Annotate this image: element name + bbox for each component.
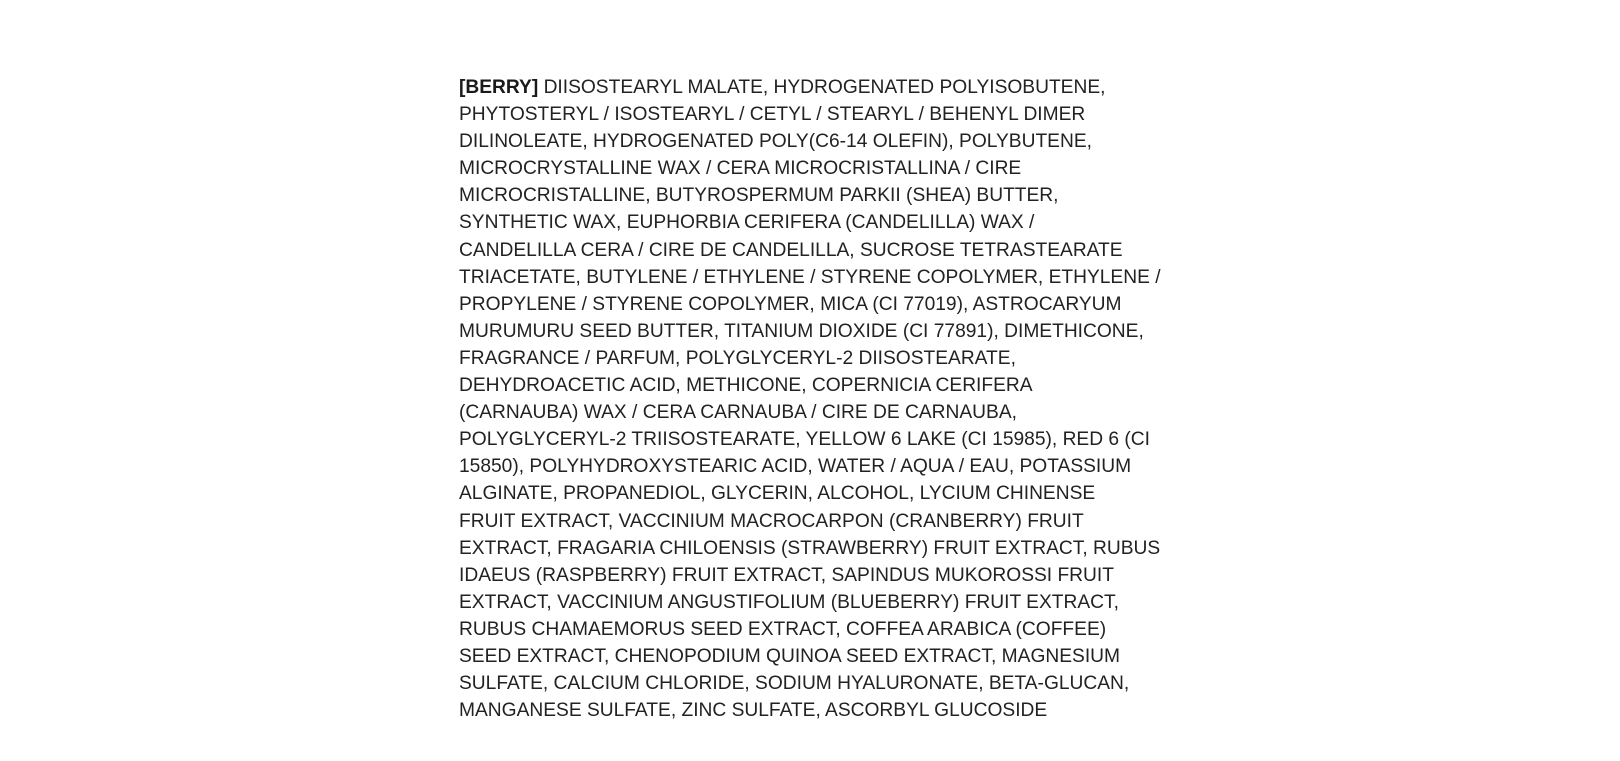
ingredients-line: MICROCRYSTALLINE WAX / CERA MICROCRISTALLINA / CIRE	[459, 158, 1022, 180]
ingredients-line: SEED EXTRACT, CHENOPODIUM QUINOA SEED EXTRACT, MAGNESIUM	[459, 645, 1120, 667]
ingredients-line: MANGANESE SULFATE, ZINC SULFATE, ASCORBYL GLUCOSIDE	[459, 700, 1048, 722]
ingredients-line: MICROCRISTALLINE, BUTYROSPERMUM PARKII (SHEA) BUTTER,	[459, 185, 1059, 207]
ingredients-line: SULFATE, CALCIUM CHLORIDE, SODIUM HYALURONATE, BETA-GLUCAN,	[459, 673, 1130, 695]
ingredients-line: RUBUS CHAMAEMORUS SEED EXTRACT, COFFEA ARABICA (COFFEE)	[459, 618, 1107, 640]
ingredients-list	[459, 74, 1161, 724]
ingredients-line: (CARNAUBA) WAX / CERA CARNAUBA / CIRE DE CARNAUBA,	[459, 402, 1017, 424]
ingredients-line: DEHYDROACETIC ACID, METHICONE, COPERNICIA CERIFERA	[459, 375, 1033, 397]
ingredients-line: TRIACETATE, BUTYLENE / ETHYLENE / STYRENE COPOLYMER, ETHYLENE /	[459, 266, 1161, 288]
ingredients-line: POLYGLYCERYL-2 TRIISOSTEARATE, YELLOW 6 LAKE (CI 15985), RED 6 (CI	[459, 429, 1150, 451]
ingredients-first-line-text: DIISOSTEARYL MALATE, HYDROGENATED POLYISOBUTENE,	[538, 77, 1106, 98]
ingredients-line-1	[459, 74, 1139, 101]
ingredients-line: FRAGRANCE / PARFUM, POLYGLYCERYL-2 DIISOSTEARATE,	[459, 347, 1016, 369]
ingredients-line: MURUMURU SEED BUTTER, TITANIUM DIOXIDE (CI 77891), DIMETHICONE,	[459, 320, 1144, 342]
ingredients-line: FRUIT EXTRACT, VACCINIUM MACROCARPON (CRANBERRY) FRUIT	[459, 510, 1084, 532]
shade-label: [BERRY]	[459, 77, 539, 98]
ingredients-line: IDAEUS (RASPBERRY) FRUIT EXTRACT, SAPINDUS MUKOROSSI FRUIT	[459, 564, 1114, 586]
ingredients-line: PHYTOSTERYL / ISOSTEARYL / CETYL / STEARYL / BEHENYL DIMER	[459, 104, 1086, 126]
ingredients-line: DILINOLEATE, HYDROGENATED POLY(C6-14 OLEFIN), POLYBUTENE,	[459, 131, 1092, 153]
ingredients-line: SYNTHETIC WAX, EUPHORBIA CERIFERA (CANDELILLA) WAX /	[459, 212, 1035, 234]
ingredients-line: EXTRACT, FRAGARIA CHILOENSIS (STRAWBERRY) FRUIT EXTRACT, RUBUS	[459, 537, 1161, 559]
ingredients-line: ALGINATE, PROPANEDIOL, GLYCERIN, ALCOHOL, LYCIUM CHINENSE	[459, 483, 1096, 505]
ingredients-line: 15850), POLYHYDROXYSTEARIC ACID, WATER / AQUA / EAU, POTASSIUM	[459, 456, 1132, 478]
ingredients-line: EXTRACT, VACCINIUM ANGUSTIFOLIUM (BLUEBERRY) FRUIT EXTRACT,	[459, 591, 1119, 613]
ingredients-line: PROPYLENE / STYRENE COPOLYMER, MICA (CI 77019), ASTROCARYUM	[459, 293, 1122, 315]
ingredients-line: CANDELILLA CERA / CIRE DE CANDELILLA, SUCROSE TETRASTEARATE	[459, 239, 1123, 261]
